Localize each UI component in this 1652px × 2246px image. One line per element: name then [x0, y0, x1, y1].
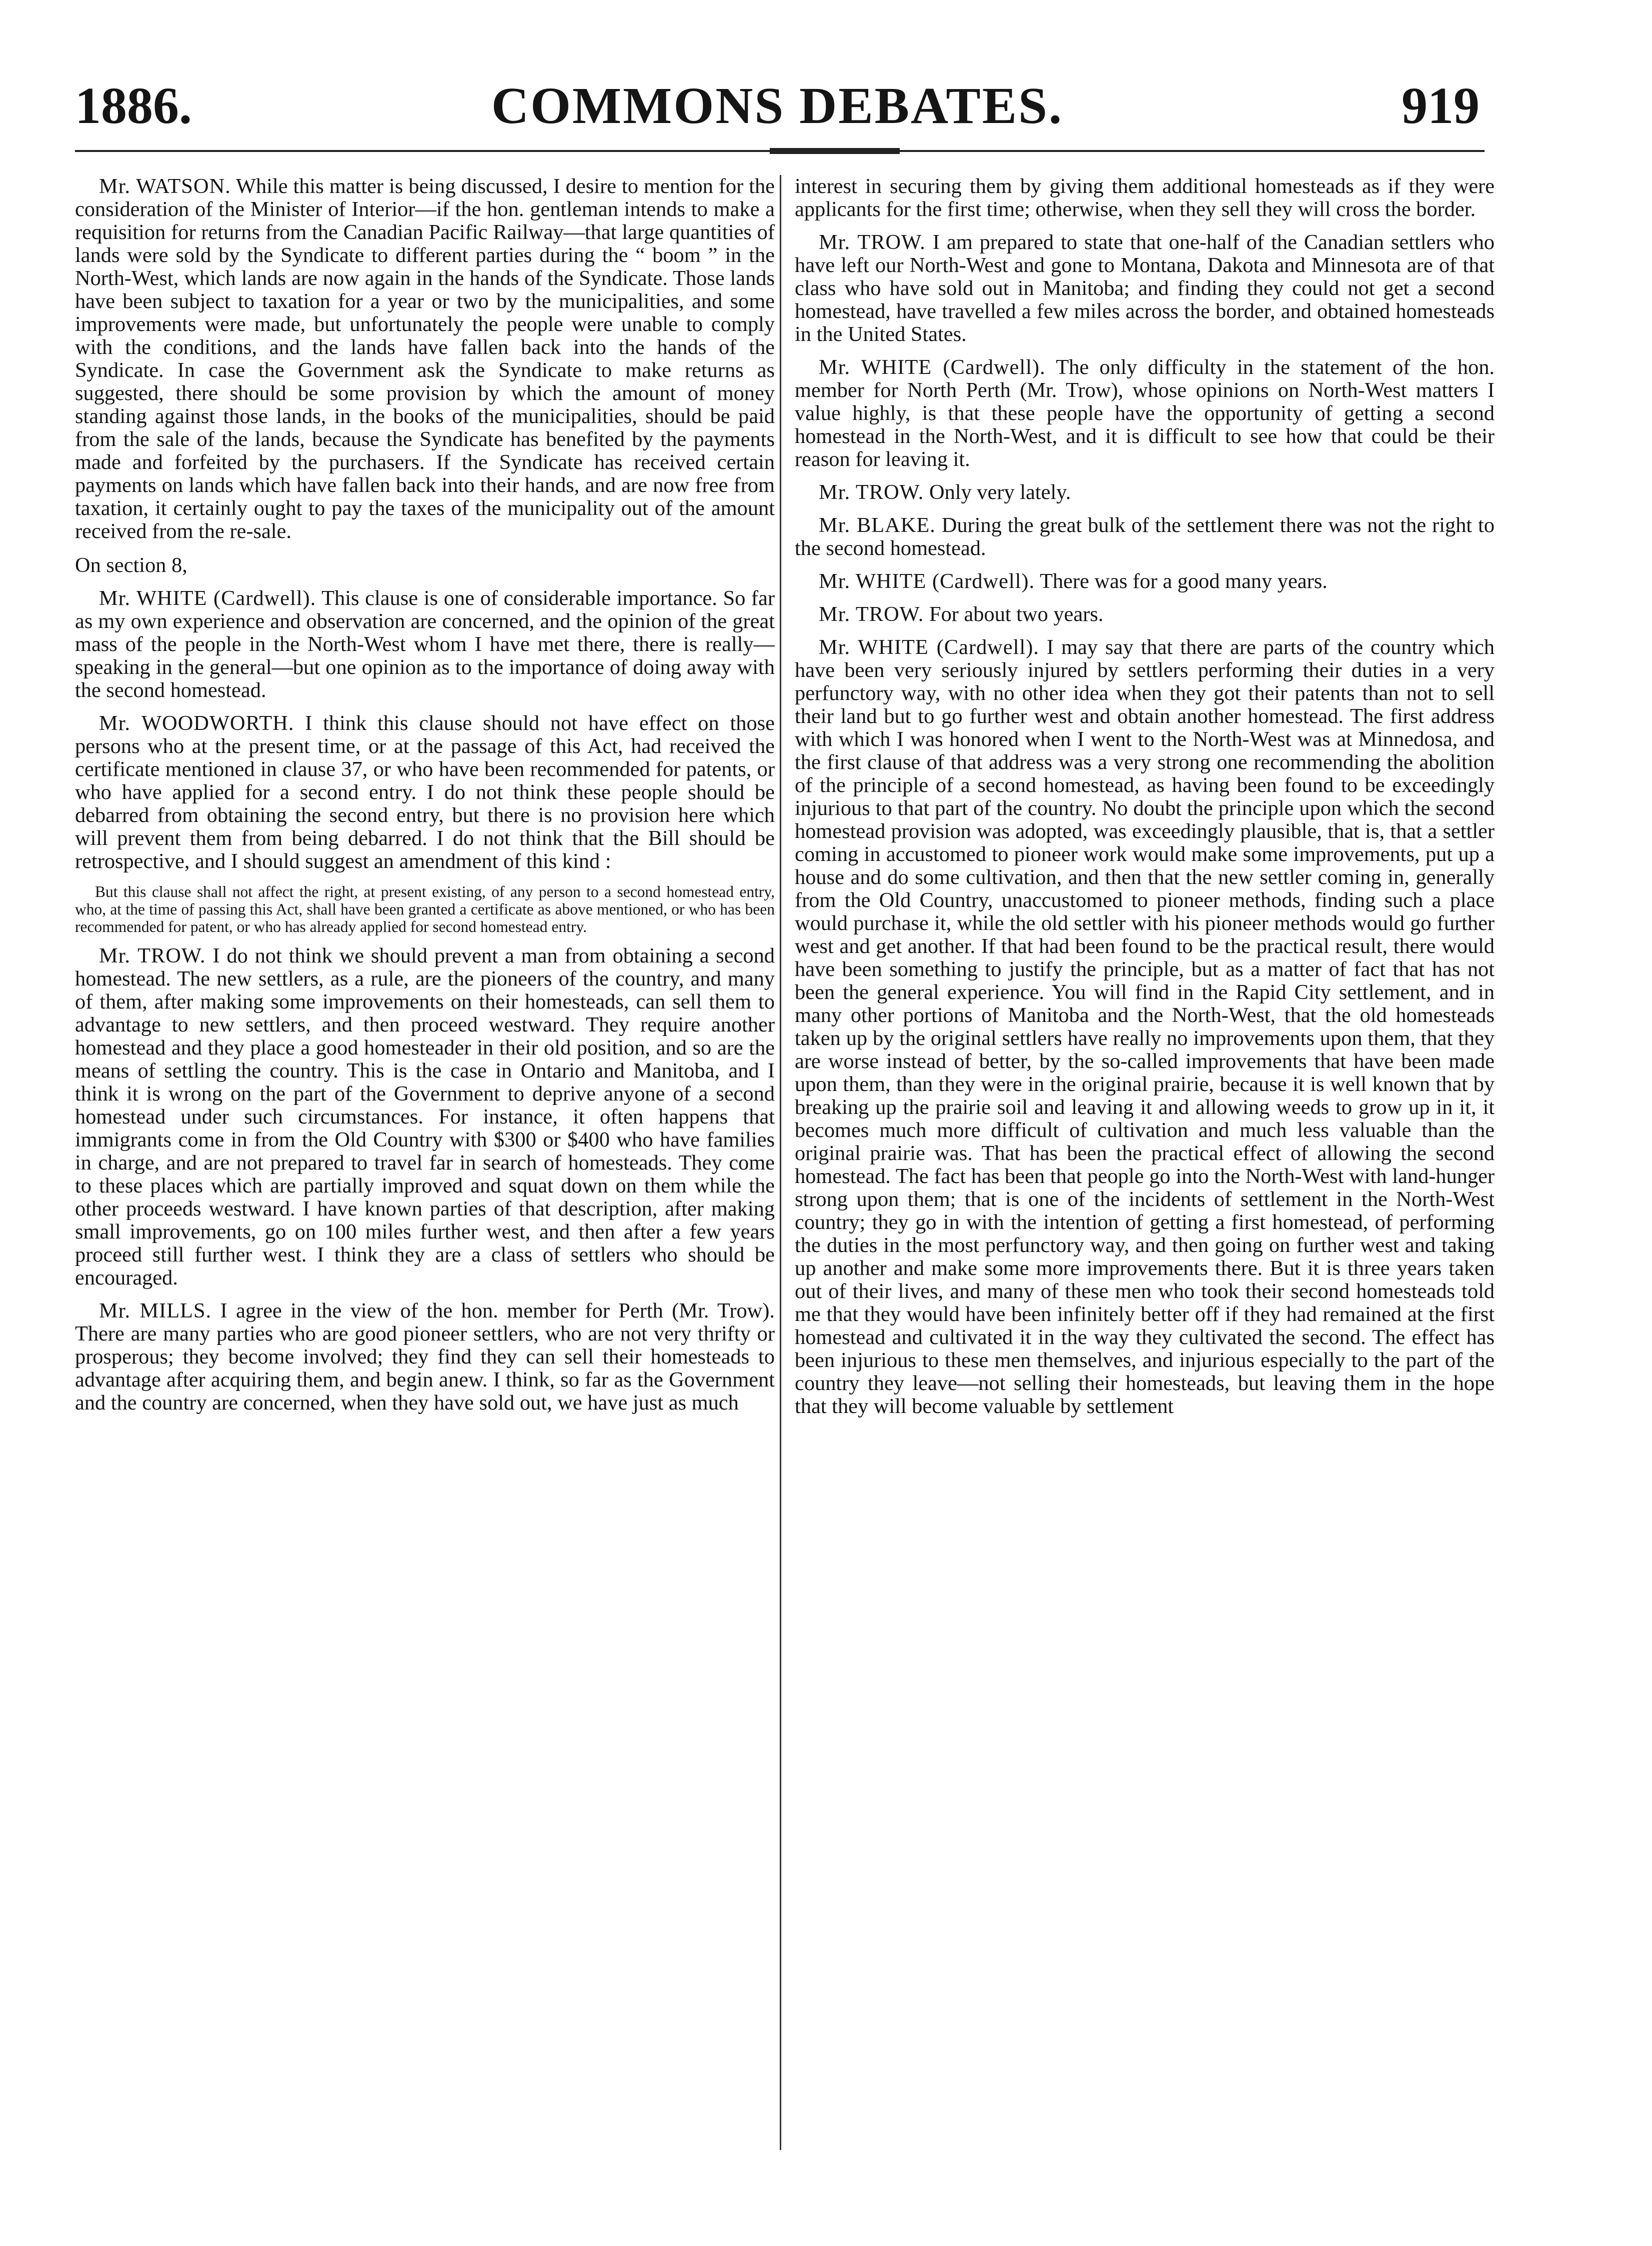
- section-text: On section 8,: [75, 554, 187, 577]
- speech-text: I agree in the view of the hon. member for Perth (Mr. Trow). There are many parties who are good pioneer settlers, who are not very thrifty or prosperous; they become involved; they find they can sell their homesteads to advantage after acquiring them, and begin anew. I think, so far as the Government and the country are concerned, when they have sold out, we have just as much: [75, 1299, 775, 1414]
- paragraph: [75, 175, 775, 543]
- paragraph: [75, 1300, 775, 1414]
- paragraph: [75, 944, 775, 1290]
- speech-text: I do not think we should prevent a man from obtaining a second homestead. The new settlers, as a rule, are the pioneers of the country, and many of them, after making some improvements on their homesteads, can sell them to advantage to new settlers, and then proceed westward. They require another homestead and they place a good homesteader in their old position, and so are the means of settling the country. This is the case in Ontario and Manitoba, and I think it is wrong on the part of the Government to deprive anyone of a second homestead under such circumstances. For instance, it often happens that immigrants come in from the Old Country with $300 or $400 who have families in charge, and are not prepared to travel far in search of homesteads. They come to these places which are partially improved and squat down on them while the other proceeds westward. I have known parties of that description, after making small improvements, go on 100 miles further west, and then after a few years proceed still further west. I think they are a class of settlers who should be encouraged.: [75, 944, 775, 1290]
- speaker-name: Mr. TROW.: [819, 230, 926, 254]
- header-title: COMMONS DEBATES.: [491, 77, 1063, 134]
- paragraph: [795, 636, 1495, 1418]
- speech-text: This clause is one of considerable importance. So far as my own experience and observation are concerned, and the opinion of the great mass of the people in the North-West whom I have met there, there is really—speaking in the general—but one opinion as to the importance of doing away with the second homestead.: [75, 586, 775, 702]
- paragraph: [75, 712, 775, 873]
- speaker-name: Mr. MILLS.: [99, 1299, 212, 1322]
- header-page-number: 919: [1402, 77, 1480, 134]
- speech-text: Only very lately.: [929, 480, 1071, 504]
- speech-text: During the great bulk of the settlement there was not the right to the second homestead.: [795, 514, 1495, 560]
- speaker-name: Mr. WATSON.: [99, 175, 231, 198]
- speaker-name: Mr. WHITE (Cardwell).: [819, 570, 1035, 593]
- page-header: [75, 60, 1480, 145]
- speaker-name: Mr. TROW.: [819, 602, 924, 626]
- speaker-name: Mr. WHITE (Cardwell).: [99, 586, 316, 610]
- speech-text: interest in securing them by giving them additional homesteads as if they were applicants for the first time; otherwise, when they sell they will cross the border.: [795, 175, 1495, 221]
- amendment-quote: [75, 883, 775, 936]
- paragraph: [75, 587, 775, 702]
- speaker-name: Mr. BLAKE.: [819, 514, 936, 537]
- speech-text: There was for a good many years.: [1040, 570, 1328, 593]
- column-divider: [780, 175, 781, 2150]
- speech-text: The only difficulty in the statement of the hon. member for North Perth (Mr. Trow), whose opinions on North-West matters I value highly, is that these people have the opportunity of getting a second homestead in the North-West, and it is difficult to see how that could be their reason for leaving it.: [795, 356, 1495, 471]
- speaker-name: Mr. WHITE (Cardwell).: [819, 636, 1039, 659]
- quote-text: But this clause shall not affect the right, at present existing, of any person to a second homestead entry, who, at the time of passing this Act, shall have been granted a certificate as above mentioned, or who has been recommended for patent, or who has already applied for second homestead entry.: [75, 883, 775, 936]
- speaker-name: Mr. TROW.: [819, 480, 924, 504]
- header-rule-ornament: [770, 148, 900, 154]
- speech-text: I think this clause should not have effect on those persons who at the present time, or at the passage of this Act, had received the certificate mentioned in clause 37, or who have been recommended for patents, or who have applied for a second entry. I do not think these people should be debarred from obtaining the second entry, but there is no provision here which will prevent them from being debarred. I do not think that the Bill should be retrospective, and I should suggest an amendment of this kind :: [75, 712, 775, 873]
- paragraph: [795, 514, 1495, 560]
- speech-text: While this matter is being discussed, I desire to mention for the consideration of the Minister of Interior—if the hon. gentleman intends to make a requisition for returns from the Canadian Pacific Railway—that large quantities of lands were sold by the Syndicate to different parties during the “ boom ” in the North-West, which lands are now again in the hands of the Syndicate. Those lands have been subject to taxation for a year or two by the municipalities, and some improvements were made, but unfortunately the people were unable to comply with the conditions, and the lands have fallen back into the hands of the Syndicate. In case the Government ask the Syndicate to make returns as suggested, there should be some provision by which the amount of money standing against those lands, in the books of the municipalities, should be paid from the sale of the lands, because the Syndicate has benefited by the payments made and forfeited by the purchasers. If the Syndicate has received certain payments on lands which have fallen back into their hands, and are now free from taxation, it certainly ought to pay the taxes of the municipality out of the amount received from the re-sale.: [75, 175, 775, 543]
- paragraph: [795, 231, 1495, 346]
- left-column: [75, 175, 775, 2190]
- speaker-name: Mr. WHITE (Cardwell).: [819, 356, 1046, 379]
- header-year: 1886.: [75, 77, 192, 134]
- paragraph: [795, 356, 1495, 471]
- speech-text: I am prepared to state that one-half of the Canadian settlers who have left our North-West and gone to Montana, Dakota and Minnesota are of that class who have sold out in Manitoba; and finding they could not get a second homestead, have travelled a few miles across the border, and obtained homesteads in the United States.: [795, 230, 1495, 346]
- paragraph: [795, 481, 1495, 504]
- paragraph: [795, 570, 1495, 593]
- speech-text: For about two years.: [929, 602, 1104, 626]
- speaker-name: Mr. TROW.: [99, 944, 206, 968]
- right-column: [795, 175, 1495, 2190]
- speech-text: I may say that there are parts of the country which have been very seriously injured by settlers performing their duties in a very perfunctory way, with no other idea when they got their patents than not to sell their land but to go further west and obtain another homestead. The first address with which I was honored when I went to the North-West was at Minnedosa, and the first clause of that address was a very strong one recommending the abolition of the principle of a second homestead, as having been found to be exceedingly injurious to that part of the country. No doubt the principle upon which the second homestead provision was adopted, was exceedingly plausible, that is, that a settler coming in accustomed to pioneer work would make some improvements, put up a house and do some cultivation, and then that the new settler coming in, generally from the Old Country, unaccustomed to pioneer methods, finding such a place would purchase it, while the old settler with his pioneer methods would go further west and get another. If that had been found to be the practical result, there would have been something to justify the principle, but as a matter of fact that has not been the general experience. You will find in the Rapid City settlement, and in many other portions of Manitoba and the North-West, that the old homesteads taken up by the original settlers have really no improvements upon them, that they are worse instead of better, by the so-called improvements that have been made upon them, than they were in the original prairie, because it is well known that by breaking up the prairie soil and leaving it and allowing weeds to grow up in it, it becomes much more difficult of cultivation and much less valuable than the original prairie was. That has been the practical effect of allowing the second homestead. The fact has been that people go into the North-West with land-hunger strong upon them; that is one of the incidents of settlement in the North-West country; they go in with the intention of getting a first homestead, of performing the duties in the most perfunctory way, and then going on further west and taking up another and make some more improvements there. But it is three years taken out of their lives, and many of these men who took their second homesteads told me that they would have been infinitely better off if they had remained at the first homestead and cultivated it in the way they cultivated the second. The effect has been injurious to these men themselves, and injurious especially to the part of the country they leave—not selling their homesteads, but leaving them in the hope that they will become valuable by settlement: [795, 636, 1495, 1418]
- paragraph-continued: [795, 175, 1495, 221]
- paragraph: [795, 603, 1495, 626]
- section-heading: [75, 554, 775, 577]
- speaker-name: Mr. WOODWORTH.: [99, 712, 294, 735]
